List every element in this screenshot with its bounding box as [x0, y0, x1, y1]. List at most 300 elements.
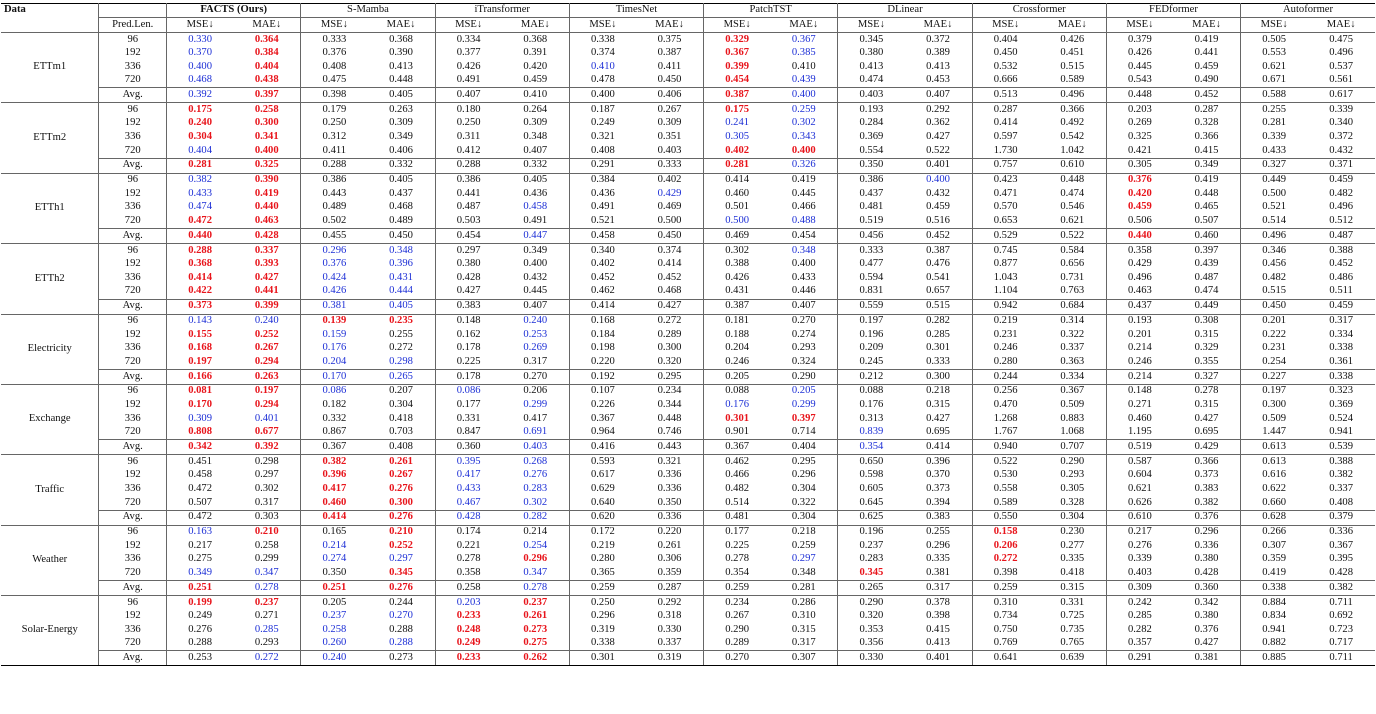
mse-value-cell: 0.386 — [322, 174, 347, 186]
mae-value-cell: 0.276 — [367, 482, 435, 496]
mae-header: MAE↓ — [233, 18, 301, 33]
mae-value-cell: 0.522 — [904, 144, 972, 158]
table-row — [1, 426, 1375, 440]
mse-value-cell: 0.374 — [590, 47, 615, 59]
mae-value-cell: 0.417 — [502, 412, 570, 426]
mse-value-cell: 0.426 — [322, 285, 347, 297]
mae-value-cell: 0.376 — [1173, 510, 1241, 525]
mse-value-cell: 0.417 — [322, 482, 347, 494]
mse-value-cell: 0.274 — [322, 553, 347, 565]
dataset-name: ETTm1 — [1, 33, 99, 103]
avg-label: Avg. — [99, 651, 167, 666]
mse-value-cell: 0.381 — [301, 299, 368, 314]
mae-value-cell: 0.326 — [770, 158, 838, 173]
mse-value-cell: 0.330 — [838, 651, 905, 666]
mse-value-cell: 0.225 — [725, 539, 750, 551]
mae-value-cell: 0.419 — [770, 173, 838, 187]
average-row — [1, 369, 1375, 384]
mse-value-cell: 0.297 — [456, 244, 481, 256]
table-row — [1, 566, 1375, 580]
mae-value-cell: 0.338 — [1329, 342, 1354, 354]
mse-value-cell: 0.270 — [704, 651, 771, 666]
mae-value-cell: 0.453 — [904, 74, 972, 88]
avg-label: Avg. — [99, 369, 167, 384]
mse-value-cell: 0.471 — [993, 187, 1018, 199]
mse-value-cell: 0.187 — [590, 103, 615, 115]
mae-value-cell: 0.290 — [770, 369, 838, 384]
mse-value-cell: 0.139 — [322, 315, 347, 326]
mse-value-cell: 0.594 — [859, 271, 884, 283]
mae-header: MAE↓ — [904, 18, 972, 33]
mae-value-cell: 0.400 — [770, 258, 838, 272]
mse-value-cell: 0.503 — [456, 215, 481, 227]
mae-value-cell: 0.304 — [1039, 510, 1107, 525]
mae-value-cell: 0.303 — [233, 510, 301, 525]
mae-value-cell: 0.331 — [1039, 596, 1107, 610]
mse-value-cell: 0.319 — [590, 623, 615, 635]
mse-value-cell: 0.179 — [322, 103, 347, 115]
mse-value-cell: 0.554 — [859, 144, 884, 156]
mse-value-cell: 0.302 — [725, 244, 750, 256]
mse-value-cell: 0.402 — [725, 144, 750, 156]
mae-value-cell: 0.347 — [502, 566, 570, 580]
mse-value-cell: 0.296 — [322, 244, 347, 256]
mse-value-cell: 0.489 — [322, 201, 347, 213]
mse-value-cell: 0.454 — [435, 229, 502, 244]
mae-value-cell: 0.286 — [770, 596, 838, 610]
mae-value-cell: 0.486 — [1329, 271, 1354, 283]
mse-value-cell: 0.283 — [859, 553, 884, 565]
mse-value-cell: 0.621 — [1262, 60, 1287, 72]
pred-len-cell: 720 — [99, 637, 167, 651]
mae-value-cell: 0.218 — [770, 525, 838, 539]
results-body — [1, 33, 1375, 666]
mse-value-cell: 0.426 — [456, 60, 481, 72]
mae-value-cell: 0.293 — [1039, 469, 1107, 483]
mae-value-cell: 0.388 — [1329, 244, 1354, 256]
mae-value-cell: 0.394 — [904, 496, 972, 510]
mse-value-cell: 0.403 — [1127, 566, 1152, 578]
mse-value-cell: 0.148 — [1127, 385, 1152, 397]
mse-value-cell: 0.530 — [993, 469, 1018, 481]
mse-value-cell: 0.450 — [1241, 299, 1308, 314]
mae-value-cell: 0.366 — [1173, 455, 1241, 469]
mae-value-cell: 0.400 — [233, 144, 301, 158]
mae-value-cell: 0.322 — [770, 496, 838, 510]
predlen-header-spacer — [99, 4, 167, 18]
mae-value-cell: 1.042 — [1039, 144, 1107, 158]
table-row — [1, 117, 1375, 131]
mse-value-cell: 0.203 — [456, 596, 481, 608]
mse-value-cell: 0.387 — [704, 299, 771, 314]
mse-value-cell: 0.267 — [725, 610, 750, 622]
pred-len-cell: 336 — [99, 342, 167, 356]
mse-value-cell: 0.241 — [725, 117, 750, 129]
mae-value-cell: 0.418 — [1039, 566, 1107, 580]
mse-value-cell: 0.616 — [1262, 469, 1287, 481]
mae-value-cell: 0.315 — [770, 623, 838, 637]
mse-value-cell: 0.481 — [859, 201, 884, 213]
mae-value-cell: 0.617 — [1307, 88, 1375, 103]
mse-value-cell: 0.521 — [1262, 201, 1287, 213]
mse-value-cell: 0.205 — [704, 369, 771, 384]
mae-value-cell: 0.512 — [1329, 215, 1354, 227]
mae-value-cell: 0.427 — [1173, 637, 1241, 651]
mse-value-cell: 0.502 — [322, 215, 347, 227]
mse-value-cell: 0.340 — [590, 244, 615, 256]
mse-value-cell: 0.383 — [435, 299, 502, 314]
mse-value-cell: 0.587 — [1127, 455, 1152, 467]
mse-value-cell: 0.626 — [1127, 496, 1152, 508]
mae-value-cell: 0.337 — [233, 244, 301, 258]
table-row — [1, 553, 1375, 567]
pred-len-cell: 720 — [99, 496, 167, 510]
mse-value-cell: 0.338 — [1241, 581, 1308, 596]
mse-value-cell: 0.175 — [188, 103, 213, 115]
mse-value-cell: 0.163 — [188, 526, 213, 538]
mae-value-cell: 0.234 — [636, 384, 704, 398]
mae-value-cell: 0.500 — [636, 215, 704, 229]
mse-value-cell: 0.197 — [188, 355, 213, 367]
mse-value-cell: 0.376 — [322, 258, 347, 270]
mse-value-cell: 0.214 — [1127, 342, 1152, 354]
mse-value-cell: 0.426 — [1127, 47, 1152, 59]
mae-value-cell: 0.367 — [1329, 539, 1354, 551]
mae-value-cell: 0.207 — [367, 384, 435, 398]
mse-value-cell: 0.155 — [188, 328, 213, 340]
mae-value-cell: 0.387 — [636, 47, 704, 61]
mae-value-cell: 0.509 — [1039, 398, 1107, 412]
mae-value-cell: 0.336 — [1329, 526, 1354, 538]
mae-value-cell: 0.452 — [1173, 88, 1241, 103]
mse-value-cell: 0.423 — [993, 174, 1018, 186]
mse-value-cell: 0.414 — [993, 117, 1018, 129]
mae-value-cell: 0.404 — [233, 60, 301, 74]
mae-value-cell: 0.265 — [367, 369, 435, 384]
table-row — [1, 285, 1375, 299]
mse-value-cell: 0.477 — [859, 258, 884, 270]
mae-value-cell: 0.282 — [904, 314, 972, 328]
mae-value-cell: 0.302 — [233, 482, 301, 496]
average-row — [1, 651, 1375, 666]
mse-value-cell: 0.487 — [456, 201, 481, 213]
mse-value-cell: 0.402 — [590, 258, 615, 270]
table-row — [1, 187, 1375, 201]
mae-value-cell: 0.441 — [1173, 47, 1241, 61]
mse-value-cell: 0.181 — [725, 315, 750, 326]
mse-value-cell: 0.610 — [1106, 510, 1173, 525]
mae-value-cell: 0.328 — [1173, 117, 1241, 131]
avg-label: Avg. — [99, 158, 167, 173]
mae-value-cell: 0.235 — [367, 314, 435, 328]
mae-header: MAE↓ — [1307, 18, 1375, 33]
mse-value-cell: 0.176 — [322, 342, 347, 354]
mae-value-cell: 0.432 — [502, 271, 570, 285]
mse-value-cell: 0.496 — [1241, 229, 1308, 244]
mae-value-cell: 0.361 — [1329, 355, 1354, 367]
mae-value-cell: 0.692 — [1329, 610, 1354, 622]
mse-value-cell: 0.170 — [301, 369, 368, 384]
mae-value-cell: 0.427 — [904, 131, 972, 145]
mse-value-cell: 0.201 — [1127, 328, 1152, 340]
mae-value-cell: 0.299 — [770, 398, 838, 412]
mse-value-cell: 0.808 — [188, 426, 213, 438]
mae-value-cell: 0.420 — [502, 60, 570, 74]
mse-value-cell: 0.182 — [322, 398, 347, 410]
mae-value-cell: 0.405 — [502, 173, 570, 187]
mae-value-cell: 0.610 — [1039, 158, 1107, 173]
mse-value-cell: 0.174 — [456, 526, 481, 538]
mse-value-cell: 0.605 — [859, 482, 884, 494]
mae-value-cell: 0.272 — [636, 314, 704, 328]
mse-value-cell: 0.217 — [1127, 526, 1152, 538]
mae-value-cell: 0.445 — [502, 285, 570, 299]
mae-value-cell: 0.488 — [770, 215, 838, 229]
mae-value-cell: 0.343 — [770, 131, 838, 145]
mae-value-cell: 0.448 — [1173, 187, 1241, 201]
table-row — [1, 314, 1375, 328]
mse-value-cell: 0.143 — [188, 315, 213, 326]
mse-value-cell: 0.450 — [993, 47, 1018, 59]
mse-value-cell: 0.269 — [1127, 117, 1152, 129]
mae-value-cell: 0.335 — [904, 553, 972, 567]
mae-value-cell: 0.387 — [904, 244, 972, 258]
mse-value-cell: 0.225 — [456, 355, 481, 367]
mae-header: MAE↓ — [1173, 18, 1241, 33]
pred-len-cell: 336 — [99, 412, 167, 426]
mse-value-cell: 0.081 — [188, 385, 213, 397]
mae-value-cell: 0.452 — [636, 271, 704, 285]
mse-value-cell: 0.441 — [456, 187, 481, 199]
mse-value-cell: 0.260 — [322, 637, 347, 649]
mae-value-cell: 0.429 — [636, 187, 704, 201]
mae-value-cell: 0.360 — [1173, 581, 1241, 596]
mse-value-cell: 0.481 — [704, 510, 771, 525]
mae-value-cell: 0.415 — [1173, 144, 1241, 158]
mse-value-cell: 0.380 — [456, 258, 481, 270]
mse-value-cell: 0.593 — [590, 455, 615, 467]
mse-value-cell: 0.219 — [590, 539, 615, 551]
mse-value-cell: 0.265 — [838, 581, 905, 596]
mae-value-cell: 0.270 — [770, 314, 838, 328]
mse-value-cell: 0.625 — [838, 510, 905, 525]
mae-value-cell: 0.379 — [1307, 510, 1375, 525]
table-row — [1, 131, 1375, 145]
mse-value-cell: 0.246 — [993, 342, 1018, 354]
mse-value-cell: 0.291 — [1106, 651, 1173, 666]
mse-value-cell: 0.249 — [456, 637, 481, 649]
mse-value-cell: 0.466 — [725, 469, 750, 481]
mae-value-cell: 0.407 — [502, 144, 570, 158]
mse-value-cell: 0.245 — [859, 355, 884, 367]
mae-value-cell: 0.317 — [1329, 315, 1354, 326]
mse-value-cell: 0.613 — [1262, 455, 1287, 467]
mae-value-cell: 0.375 — [636, 33, 704, 47]
mae-value-cell: 0.468 — [367, 201, 435, 215]
mse-value-cell: 0.276 — [188, 623, 213, 635]
table-row — [1, 144, 1375, 158]
mae-value-cell: 0.299 — [502, 398, 570, 412]
mae-value-cell: 0.419 — [1173, 173, 1241, 187]
mae-value-cell: 0.373 — [1173, 469, 1241, 483]
mse-value-cell: 0.358 — [456, 566, 481, 578]
pred-len-cell: 96 — [99, 384, 167, 398]
mse-value-cell: 0.237 — [322, 610, 347, 622]
mae-value-cell: 0.714 — [770, 426, 838, 440]
pred-len-cell: 720 — [99, 566, 167, 580]
mae-value-cell: 0.263 — [367, 103, 435, 117]
model-header: FEDformer — [1106, 4, 1240, 18]
mae-value-cell: 0.336 — [636, 469, 704, 483]
mse-value-cell: 0.172 — [590, 526, 615, 538]
mae-value-cell: 0.317 — [904, 581, 972, 596]
mse-value-cell: 0.650 — [859, 455, 884, 467]
mse-value-cell: 0.220 — [590, 355, 615, 367]
mae-value-cell: 0.408 — [1329, 496, 1354, 508]
mse-value-cell: 0.329 — [725, 33, 750, 45]
mse-value-cell: 0.296 — [590, 610, 615, 622]
mae-value-cell: 0.397 — [1173, 244, 1241, 258]
table-row — [1, 215, 1375, 229]
mse-header: MSE↓ — [704, 18, 771, 33]
mae-value-cell: 0.450 — [367, 229, 435, 244]
table-row — [1, 258, 1375, 272]
mse-value-cell: 0.640 — [590, 496, 615, 508]
mae-value-cell: 0.427 — [636, 299, 704, 314]
mse-value-cell: 0.550 — [972, 510, 1039, 525]
mae-value-cell: 0.406 — [367, 144, 435, 158]
mse-value-cell: 0.304 — [188, 131, 213, 143]
mse-value-cell: 0.463 — [1127, 285, 1152, 297]
mae-value-cell: 0.711 — [1307, 651, 1375, 666]
pred-len-cell: 192 — [99, 328, 167, 342]
mae-value-cell: 0.267 — [233, 342, 301, 356]
mse-value-cell: 0.942 — [972, 299, 1039, 314]
mae-value-cell: 0.475 — [1329, 33, 1354, 45]
mae-value-cell: 0.327 — [1173, 369, 1241, 384]
table-row — [1, 201, 1375, 215]
mae-value-cell: 0.428 — [1329, 566, 1354, 578]
mse-value-cell: 0.505 — [1262, 33, 1287, 45]
mse-value-cell: 0.301 — [725, 412, 750, 424]
mae-value-cell: 0.458 — [502, 201, 570, 215]
mae-value-cell: 0.271 — [233, 610, 301, 624]
mae-value-cell: 0.334 — [1039, 369, 1107, 384]
mse-value-cell: 0.354 — [725, 566, 750, 578]
pred-len-cell: 192 — [99, 539, 167, 553]
mse-value-cell: 0.507 — [188, 496, 213, 508]
mae-value-cell: 0.381 — [904, 566, 972, 580]
mae-value-cell: 0.468 — [636, 285, 704, 299]
mse-value-cell: 0.443 — [322, 187, 347, 199]
average-row — [1, 510, 1375, 525]
mae-value-cell: 0.496 — [1329, 47, 1354, 59]
mae-value-cell: 0.746 — [636, 426, 704, 440]
mse-value-cell: 0.757 — [972, 158, 1039, 173]
mae-value-cell: 0.516 — [904, 215, 972, 229]
predlen-column-header: Pred.Len. — [99, 18, 167, 33]
mae-value-cell: 0.452 — [904, 229, 972, 244]
mse-value-cell: 0.514 — [1262, 215, 1287, 227]
mae-value-cell: 0.413 — [904, 637, 972, 651]
mae-value-cell: 0.717 — [1329, 637, 1354, 649]
mae-value-cell: 0.322 — [1039, 328, 1107, 342]
mse-value-cell: 0.460 — [725, 187, 750, 199]
mae-value-cell: 0.368 — [367, 33, 435, 47]
mae-value-cell: 0.325 — [233, 158, 301, 173]
mse-header: MSE↓ — [167, 18, 234, 33]
mae-value-cell: 0.621 — [1039, 215, 1107, 229]
mse-value-cell: 0.482 — [1262, 271, 1287, 283]
pred-len-cell: 720 — [99, 285, 167, 299]
data-column-header: Data — [1, 4, 99, 18]
mse-value-cell: 0.246 — [725, 355, 750, 367]
mse-value-cell: 0.188 — [725, 328, 750, 340]
mse-value-cell: 0.750 — [993, 623, 1018, 635]
mse-value-cell: 0.201 — [1262, 315, 1287, 326]
mae-value-cell: 0.695 — [904, 426, 972, 440]
dataset-name: ETTh1 — [1, 173, 99, 243]
mse-value-cell: 0.282 — [1127, 623, 1152, 635]
mse-value-cell: 0.278 — [456, 553, 481, 565]
mse-value-cell: 0.427 — [456, 285, 481, 297]
mae-value-cell: 0.255 — [904, 525, 972, 539]
table-row — [1, 412, 1375, 426]
mae-value-cell: 0.432 — [904, 187, 972, 201]
mae-value-cell: 0.218 — [904, 384, 972, 398]
mae-value-cell: 0.294 — [233, 398, 301, 412]
mse-value-cell: 0.421 — [1127, 144, 1152, 156]
mae-value-cell: 0.400 — [502, 258, 570, 272]
mae-value-cell: 0.307 — [770, 651, 838, 666]
mae-value-cell: 0.407 — [770, 299, 838, 314]
mse-value-cell: 0.834 — [1262, 610, 1287, 622]
mae-value-cell: 0.395 — [1329, 553, 1354, 565]
mse-value-cell: 0.456 — [1262, 258, 1287, 270]
mae-value-cell: 0.348 — [770, 566, 838, 580]
mae-value-cell: 0.317 — [770, 637, 838, 651]
mse-value-cell: 0.251 — [167, 581, 234, 596]
mse-value-cell: 0.437 — [859, 187, 884, 199]
mae-value-cell: 0.396 — [904, 455, 972, 469]
mse-value-cell: 0.553 — [1262, 47, 1287, 59]
mae-value-cell: 0.270 — [367, 610, 435, 624]
mae-value-cell: 0.469 — [636, 201, 704, 215]
mse-value-cell: 0.424 — [322, 271, 347, 283]
mse-value-cell: 0.884 — [1262, 596, 1287, 608]
mse-value-cell: 0.226 — [590, 398, 615, 410]
mae-value-cell: 0.414 — [904, 440, 972, 455]
mse-value-cell: 0.745 — [993, 244, 1018, 256]
mse-value-cell: 0.451 — [188, 455, 213, 467]
mse-value-cell: 0.276 — [1127, 539, 1152, 551]
mae-value-cell: 0.261 — [502, 610, 570, 624]
mse-value-cell: 0.353 — [859, 623, 884, 635]
mse-value-cell: 0.532 — [993, 60, 1018, 72]
average-row — [1, 581, 1375, 596]
mse-value-cell: 0.368 — [188, 258, 213, 270]
mse-value-cell: 0.193 — [1127, 315, 1152, 326]
mse-value-cell: 0.365 — [590, 566, 615, 578]
pred-len-cell: 336 — [99, 201, 167, 215]
mae-value-cell: 0.348 — [502, 131, 570, 145]
mae-value-cell: 0.429 — [1173, 440, 1241, 455]
mae-value-cell: 0.337 — [1039, 342, 1107, 356]
mae-value-cell: 0.274 — [770, 328, 838, 342]
table-row — [1, 33, 1375, 47]
mae-value-cell: 0.278 — [502, 581, 570, 596]
mae-value-cell: 0.363 — [1039, 355, 1107, 369]
